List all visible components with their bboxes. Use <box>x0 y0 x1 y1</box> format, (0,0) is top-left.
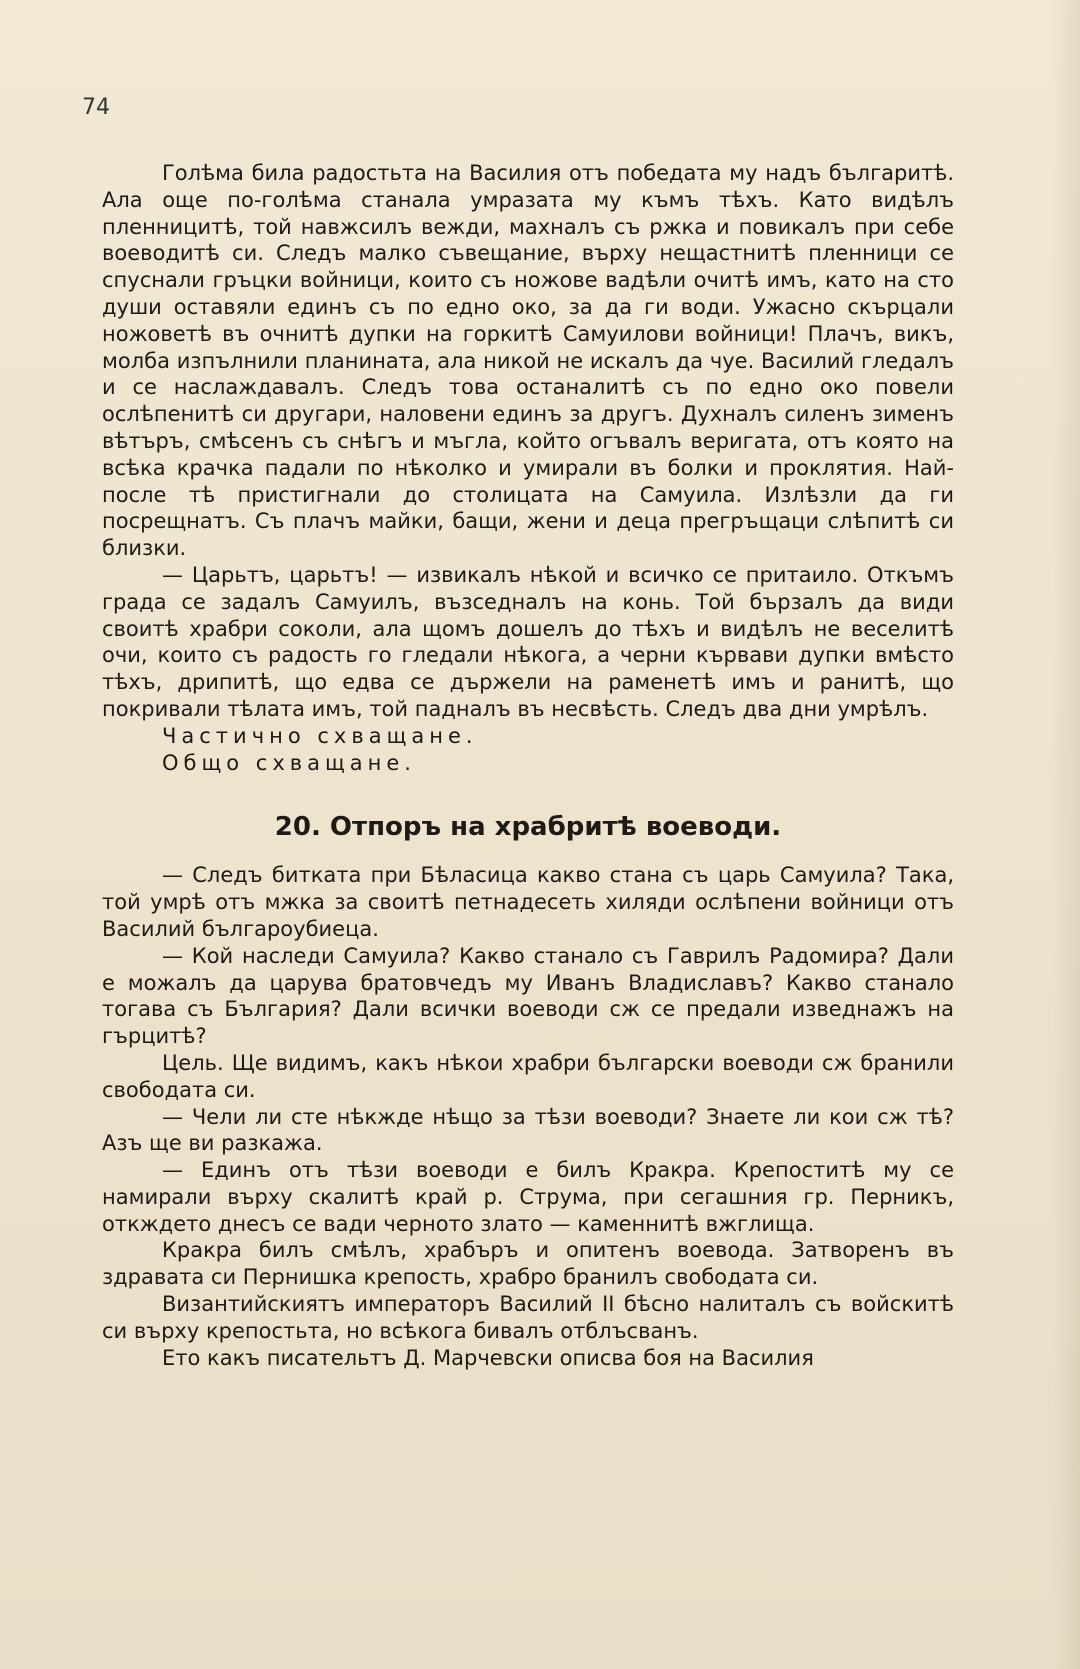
paragraph: — Царьтъ, царьтъ! — извикалъ нѣкой и всичко се притаило. Откъмъ града се задалъ Самуилъ, възседналъ на конь. Той бързалъ да види своитѣ храбри соколи, ала щомъ дошелъ до тѣхъ и видѣлъ не веселитѣ очи, които съ радость го гледали нѣкога, а черни кървави дупки вмѣсто тѣхъ, дрипитѣ, що едва се държели на раменетѣ имъ и ранитѣ, що покривали тѣлата имъ, той падналъ въ несвѣсть. Следъ два дни умрѣлъ. <box>102 562 954 721</box>
page-content <box>102 160 954 1371</box>
paragraph: Голѣма била радостьта на Василия отъ победата му надъ българитѣ. Ала още по-голѣма станала умразата му къмъ тѣхъ. Като видѣлъ пленницитѣ, той навжсилъ вежди, махналъ съ ржка и повикалъ при себе воеводитѣ си. Следъ малко съвещание, върху нещастнитѣ пленници се спуснали гръцки войници, които съ ножове вадѣли очитѣ имъ, като на сто души оставяли единъ съ по едно око, за да ги води. Ужасно скърцали ножоветѣ въ очнитѣ дупки на горкитѣ Самуилови войници! Плачъ, викъ, молба изпълнили планината, ала никой не искалъ да чуе. Василий гледалъ и се наслаждавалъ. Следъ това останалитѣ съ по едно око повели ослѣпенитѣ си другари, наловени единъ за другъ. Духналъ силенъ зименъ вѣтъръ, смѣсенъ съ снѣгъ и мъгла, който огъвалъ веригата, отъ която на всѣка крачка падали по нѣколко и умирали въ болки и проклятия. Най-после тѣ пристигнали до столицата на Самуила. Излѣзли да ги посрещнатъ. Съ плачъ майки, бащи, жени и деца прегръщаци слѣпитѣ си близки. <box>102 161 954 561</box>
paragraph: — Единъ отъ тѣзи воеводи е билъ Кракра. Крепоститѣ му се намирали върху скалитѣ край р. Струма, при сегашния гр. Перникъ, откждето днесъ се вади черното злато — каменнитѣ вжглища. <box>102 1158 954 1236</box>
section-heading: 20. Отпоръ на храбритѣ воеводи. <box>274 812 782 843</box>
paragraph: Ето какъ писательтъ Д. Марчевски описва боя на Василия <box>162 1345 814 1370</box>
paragraph: — Кой наследи Самуила? Какво станало съ Гаврилъ Радомира? Дали е можалъ да царува братовчедъ му Иванъ Владиславъ? Какво станало тогава съ България? Дали всички воеводи сж се предали изведнажъ на гърцитѣ? <box>102 943 954 1049</box>
paragraph: — Чели ли сте нѣкжде нѣщо за тѣзи воеводи? Знаете ли кои сж тѣ? Азъ ще ви разкажа. <box>102 1104 954 1156</box>
paragraph: Кракра билъ смѣлъ, храбъръ и опитенъ воевода. Затворенъ въ здравата си Пернишка крепость, храбро бранилъ свободата си. <box>102 1238 954 1290</box>
paragraph: Византийскиятъ императоръ Василий II бѣсно налиталъ съ войскитѣ си върху крепостьта, но всѣкога бивалъ отблъсванъ. <box>102 1292 954 1343</box>
paragraph-goal: Цель. Ще видимъ, какъ нѣкои храбри български воеводи сж бранили свободата си. <box>102 1050 954 1102</box>
page-edge-shadow <box>1050 0 1080 1669</box>
page-number: 74 <box>82 95 110 120</box>
paragraph: — Следъ битката при Бѣласица какво стана съ царь Самуила? Така, той умрѣ отъ мжка за своитѣ петнадесеть хиляди ослѣпени войници отъ Василий българоубиеца. <box>102 863 954 941</box>
paragraph-general-comprehension: Общо схващане. <box>162 750 416 775</box>
paragraph-partial-comprehension: Частично схващане. <box>162 723 478 748</box>
